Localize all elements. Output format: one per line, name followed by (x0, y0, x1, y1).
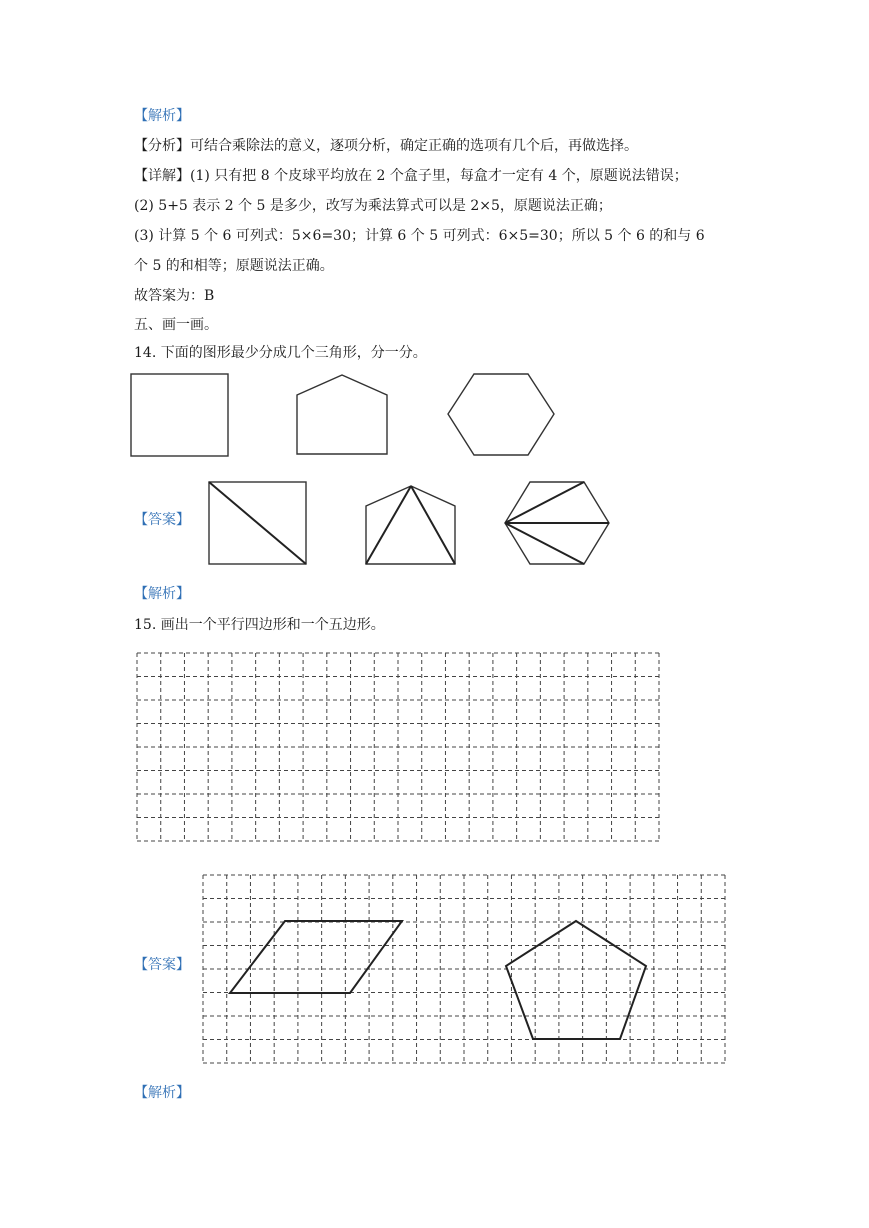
answer-label-14: 【答案】 (134, 512, 190, 528)
detail-line-2: (2) 5+5 表示 2 个 5 是多少，改写为乘法算式可以是 2×5，原题说法正确； (134, 198, 612, 214)
parallelogram-shape (230, 921, 402, 993)
detail-line-3: (3) 计算 5 个 6 可列式：5×6=30；计算 6 个 5 可列式：6×5=30；所以 5 个 6 的和与 6 (134, 228, 705, 244)
xiangjie-text-1: (1) 只有把 8 个皮球平均放在 2 个盒子里，每盒才一定有 4 个，原题说法错误； (190, 168, 688, 184)
fenxi-tag: 【分析】 (134, 138, 190, 154)
detail-line-4: 个 5 的和相等；原题说法正确。 (134, 258, 334, 274)
question-15: 15. 画出一个平行四边形和一个五边形。 (134, 617, 385, 633)
answer-line: 故答案为：B (134, 288, 215, 304)
analysis-label-3: 【解析】 (134, 1085, 190, 1101)
section-five-heading: 五、画一画。 (134, 317, 218, 333)
analysis-label-2: 【解析】 (134, 586, 190, 602)
xiangjie-tag: 【详解】 (134, 168, 190, 184)
five-sided-shape (506, 921, 646, 1039)
answer-label-15: 【答案】 (134, 957, 190, 973)
analysis-label: 【解析】 (134, 108, 190, 124)
fenxi-text: 可结合乘除法的意义，逐项分析，确定正确的选项有几个后，再做选择。 (190, 138, 638, 154)
question-14: 14. 下面的图形最少分成几个三角形，分一分。 (134, 345, 427, 361)
